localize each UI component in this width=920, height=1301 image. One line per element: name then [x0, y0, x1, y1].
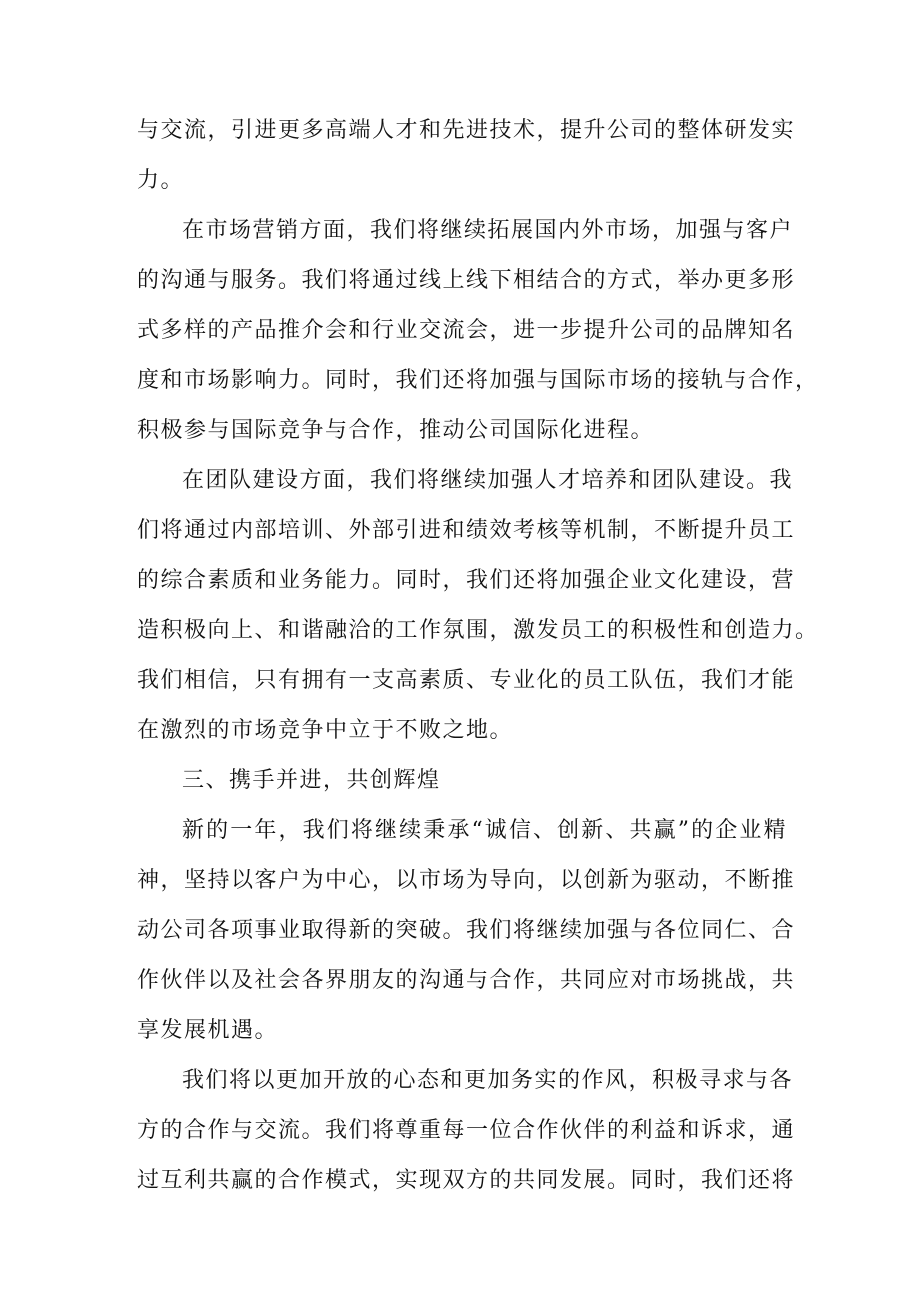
text-line: 造积极向上、和谐融洽的工作氛围，激发员工的积极性和创造力。	[137, 618, 819, 643]
text-line: 过互利共赢的合作模式，实现双方的共同发展。同时，我们还将	[137, 1168, 796, 1193]
section-heading: 三、携手并进，共创辉煌	[182, 768, 441, 793]
paragraph-start-line: 新的一年，我们将继续秉承“诚信、创新、共赢”的企业精	[182, 818, 787, 843]
text-line: 力。	[137, 168, 185, 193]
text-line: 度和市场影响力。同时，我们还将加强与国际市场的接轨与合作，	[137, 368, 819, 393]
text-line: 的综合素质和业务能力。同时，我们还将加强企业文化建设，营	[137, 568, 796, 593]
text-line: 我们相信，只有拥有一支高素质、专业化的员工队伍，我们才能	[137, 668, 796, 693]
text-line: 动公司各项事业取得新的突破。我们将继续加强与各位同仁、合	[137, 918, 796, 943]
text-line: 们将通过内部培训、外部引进和绩效考核等机制，不断提升员工	[137, 518, 796, 543]
text-line: 积极参与国际竞争与合作，推动公司国际化进程。	[137, 418, 655, 443]
text-line: 在激烈的市场竞争中立于不败之地。	[137, 718, 514, 743]
paragraph-start-line: 在市场营销方面，我们将继续拓展国内外市场，加强与客户	[182, 218, 794, 243]
text-line: 作伙伴以及社会各界朋友的沟通与合作，共同应对市场挑战，共	[137, 968, 796, 993]
text-line: 享发展机遇。	[137, 1018, 279, 1043]
text-line: 式多样的产品推介会和行业交流会，进一步提升公司的品牌知名	[137, 318, 796, 343]
paragraph-start-line: 我们将以更加开放的心态和更加务实的作风，积极寻求与各	[182, 1068, 794, 1093]
text-line: 方的合作与交流。我们将尊重每一位合作伙伴的利益和诉求，通	[137, 1118, 796, 1143]
text-line: 神，坚持以客户为中心，以市场为导向，以创新为驱动，不断推	[137, 868, 796, 893]
text-line: 与交流，引进更多高端人才和先进技术，提升公司的整体研发实	[137, 118, 796, 143]
text-line: 的沟通与服务。我们将通过线上线下相结合的方式，举办更多形	[137, 268, 796, 293]
paragraph-start-line: 在团队建设方面，我们将继续加强人才培养和团队建设。我	[182, 468, 794, 493]
